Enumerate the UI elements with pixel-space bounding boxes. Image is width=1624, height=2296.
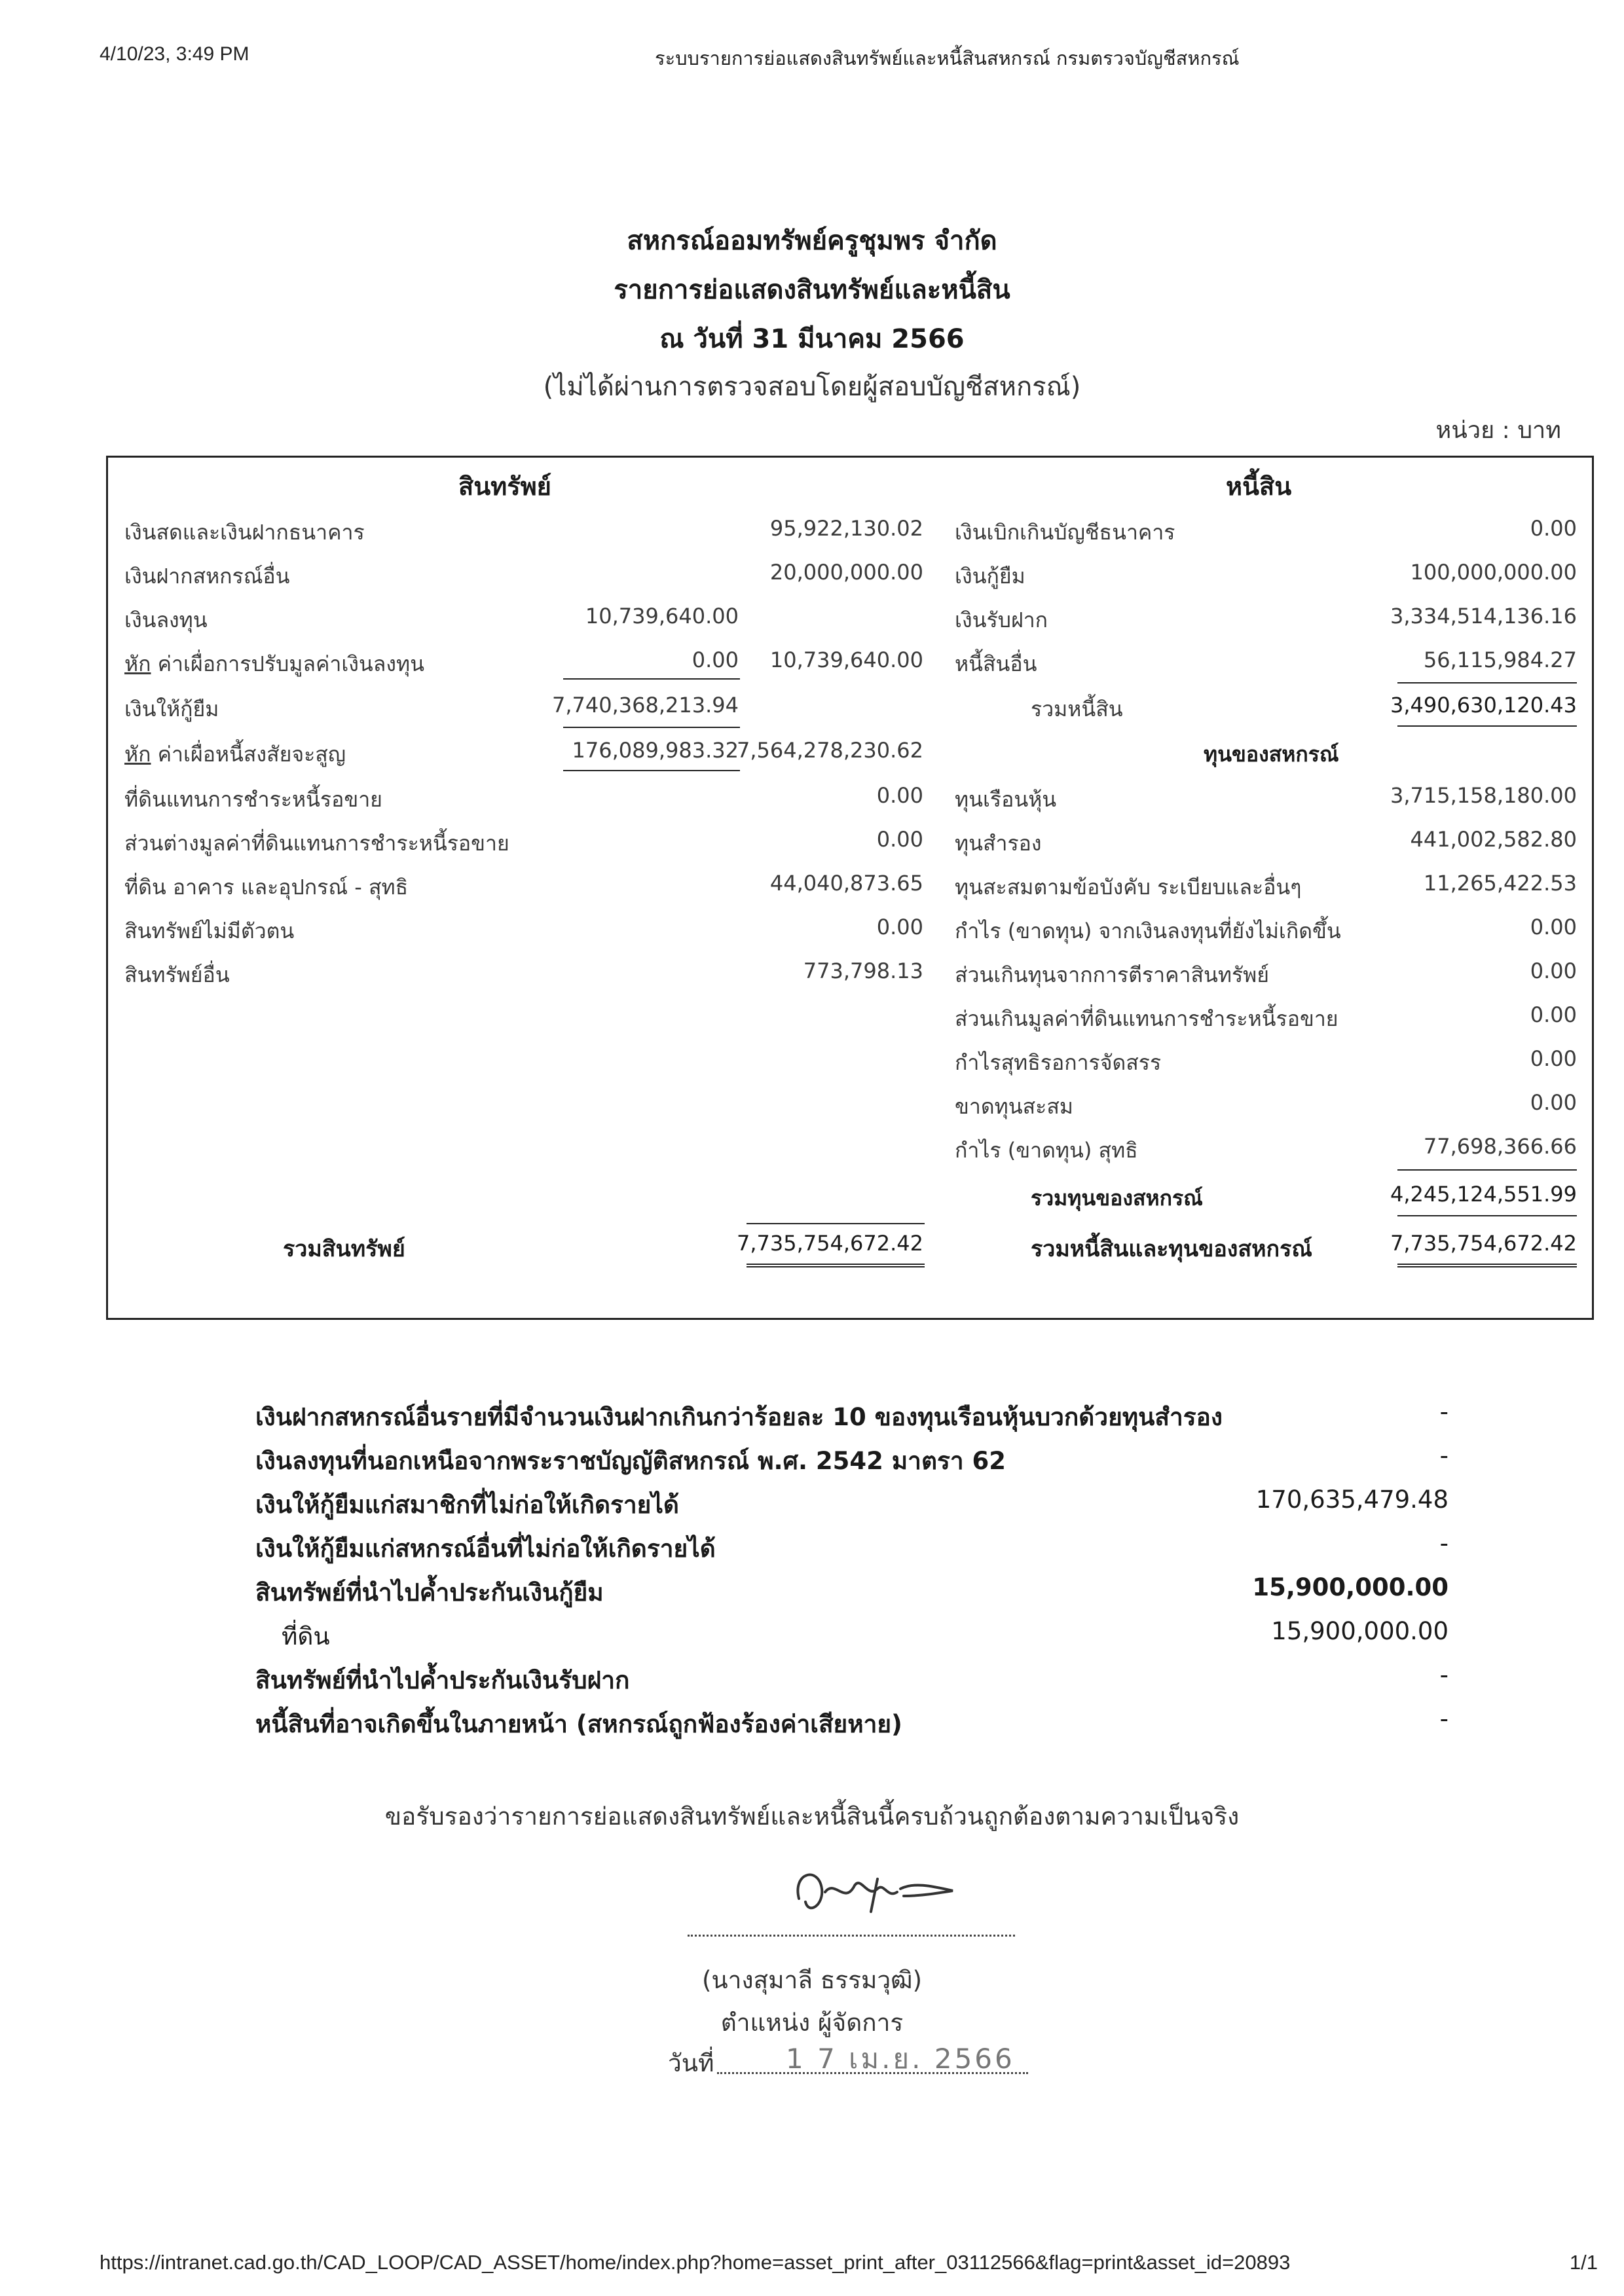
grand-total-double-line bbox=[1397, 1264, 1577, 1267]
liab-deposits-value: 3,334,514,136.16 bbox=[1390, 604, 1577, 629]
eq-total-label: รวมทุนของสหกรณ์ bbox=[1031, 1186, 1203, 1211]
asset-coop-deposits-value: 20,000,000.00 bbox=[769, 560, 923, 585]
asset-inv-allowance-gross: 0.00 bbox=[692, 647, 739, 672]
note-contingent-value: - bbox=[1439, 1705, 1449, 1733]
asset-cash-value: 95,922,130.02 bbox=[769, 516, 923, 541]
asset-foreclosed-diff-value: 0.00 bbox=[876, 827, 923, 852]
eq-net-profit-value: 77,698,366.66 bbox=[1423, 1134, 1577, 1159]
asset-ppe-label: ที่ดิน อาคาร และอุปกรณ์ - สุทธิ bbox=[124, 875, 409, 900]
asset-total-label: รวมสินทรัพย์ bbox=[283, 1236, 405, 1262]
signatory-name: (นางสุมาลี ธรรมวุฒิ) bbox=[701, 1966, 923, 1994]
inv-allowance-text: ค่าเผื่อการปรับมูลค่าเงินลงทุน bbox=[151, 651, 424, 676]
liab-total-label: รวมหนี้สิน bbox=[1031, 697, 1123, 721]
asset-loans-gross: 7,740,368,213.94 bbox=[552, 693, 739, 718]
grand-total-label: รวมหนี้สินและทุนของสหกรณ์ bbox=[1031, 1236, 1312, 1262]
print-timestamp: 4/10/23, 3:49 PM bbox=[100, 43, 249, 65]
note-member-npl-value: 170,635,479.48 bbox=[1255, 1485, 1449, 1514]
audit-note: (ไม่ได้ผ่านการตรวจสอบโดยผู้สอบบัญชีสหกรณ์) bbox=[543, 372, 1081, 402]
note-member-npl-label: เงินให้กู้ยืมแก่สมาชิกที่ไม่ก่อให้เกิดรายได้ bbox=[255, 1491, 679, 1519]
note-land-value: 15,900,000.00 bbox=[1271, 1617, 1449, 1645]
signature-line bbox=[688, 1935, 1015, 1937]
eq-unrealized-label: กำไร (ขาดทุน) จากเงินลงทุนที่ยังไม่เกิดขึ้น bbox=[955, 919, 1341, 943]
certification-statement: ขอรับรองว่ารายการย่อแสดงสินทรัพย์และหนี้สินนี้ครบถ้วนถูกต้องตามความเป็นจริง bbox=[384, 1802, 1240, 1831]
date-stamp: 1 7 เม.ย. 2566 bbox=[786, 2043, 1015, 2075]
liab-overdraft-value: 0.00 bbox=[1530, 516, 1577, 541]
assets-heading: สินทรัพย์ bbox=[458, 472, 551, 501]
date-label: วันที่ bbox=[668, 2049, 714, 2077]
deduct-prefix: หัก bbox=[124, 651, 151, 676]
asset-foreclosed-land-value: 0.00 bbox=[876, 783, 923, 808]
eq-reserve-value: 441,002,582.80 bbox=[1410, 827, 1577, 852]
date-line bbox=[717, 2072, 1028, 2074]
eq-accumulated-loss-value: 0.00 bbox=[1530, 1090, 1577, 1115]
liab-deposits-label: เงินรับฝาก bbox=[955, 608, 1048, 632]
inv-subtotal-line bbox=[563, 678, 740, 680]
note-pledged-deposits-value: - bbox=[1439, 1661, 1449, 1689]
note-pledged-deposits-label: สินทรัพย์ที่นำไปค้ำประกันเงินรับฝาก bbox=[255, 1666, 630, 1694]
loan-gross-line bbox=[563, 727, 740, 728]
note-pledged-loans-value: 15,900,000.00 bbox=[1252, 1573, 1449, 1601]
report-date: ณ วันที่ 31 มีนาคม 2566 bbox=[659, 324, 965, 354]
note-outside-investments-label: เงินลงทุนที่นอกเหนือจากพระราชบัญญัติสหกรณ์ พ.ศ. 2542 มาตรา 62 bbox=[255, 1447, 1006, 1475]
equity-heading: ทุนของสหกรณ์ bbox=[1204, 742, 1339, 767]
note-contingent-label: หนี้สินที่อาจเกิดขึ้นในภายหน้า (สหกรณ์ถูกฟ้องร้องค่าเสียหาย) bbox=[255, 1710, 902, 1738]
eq-revaluation-label: ส่วนเกินทุนจากการตีราคาสินทรัพย์ bbox=[955, 962, 1269, 987]
print-page-count: 1/1 bbox=[1569, 2251, 1598, 2274]
eq-foreclosed-surplus-label: ส่วนเกินมูลค่าที่ดินแทนการชำระหนี้รอขาย bbox=[955, 1006, 1338, 1031]
eq-accumulated-loss-label: ขาดทุนสะสม bbox=[955, 1094, 1073, 1119]
asset-inv-allowance-label bbox=[124, 647, 424, 681]
eq-total-bottom-line bbox=[1397, 1215, 1577, 1216]
note-large-deposits-value: - bbox=[1439, 1398, 1449, 1426]
asset-loan-allowance-gross: 176,089,983.32 bbox=[572, 738, 739, 763]
asset-investments-label: เงินลงทุน bbox=[124, 608, 208, 632]
liabilities-heading: หนี้สิน bbox=[1226, 472, 1292, 501]
eq-subtotal-top-line bbox=[1397, 1169, 1577, 1171]
eq-share-capital-label: ทุนเรือนหุ้น bbox=[955, 787, 1057, 812]
liab-overdraft-label: เงินเบิกเกินบัญชีธนาคาร bbox=[955, 520, 1175, 545]
eq-unappropriated-value: 0.00 bbox=[1530, 1046, 1577, 1071]
unit-label: หน่วย : บาท bbox=[1435, 417, 1561, 444]
eq-share-capital-value: 3,715,158,180.00 bbox=[1390, 783, 1577, 808]
liab-borrowings-label: เงินกู้ยืม bbox=[955, 564, 1025, 589]
liab-other-label: หนี้สินอื่น bbox=[955, 651, 1037, 676]
note-coop-npl-value: - bbox=[1439, 1529, 1449, 1558]
eq-accumulated-funds-label: ทุนสะสมตามข้อบังคับ ระเบียบและอื่นๆ bbox=[955, 875, 1302, 900]
note-outside-investments-value: - bbox=[1439, 1442, 1449, 1470]
eq-accumulated-funds-value: 11,265,422.53 bbox=[1423, 871, 1577, 896]
asset-investments-net: 10,739,640.00 bbox=[769, 647, 923, 672]
asset-intangible-value: 0.00 bbox=[876, 915, 923, 939]
eq-net-profit-label: กำไร (ขาดทุน) สุทธิ bbox=[955, 1138, 1138, 1163]
print-page-title: ระบบรายการย่อแสดงสินทรัพย์และหนี้สินสหกรณ์ กรมตรวจบัญชีสหกรณ์ bbox=[655, 47, 1240, 69]
eq-revaluation-value: 0.00 bbox=[1530, 958, 1577, 983]
liab-total-value: 3,490,630,120.43 bbox=[1390, 693, 1577, 718]
report-title: รายการย่อแสดงสินทรัพย์และหนี้สิน bbox=[614, 275, 1010, 305]
note-coop-npl-label: เงินให้กู้ยืมแก่สหกรณ์อื่นที่ไม่ก่อให้เกิดรายได้ bbox=[255, 1535, 716, 1563]
asset-loan-allowance-label bbox=[124, 738, 346, 771]
asset-loans-label: เงินให้กู้ยืม bbox=[124, 697, 219, 721]
asset-cash-label: เงินสดและเงินฝากธนาคาร bbox=[124, 520, 365, 545]
asset-coop-deposits-label: เงินฝากสหกรณ์อื่น bbox=[124, 564, 290, 589]
asset-total-top-line bbox=[747, 1223, 925, 1224]
eq-unrealized-value: 0.00 bbox=[1530, 915, 1577, 939]
deduct-prefix: หัก bbox=[124, 742, 151, 767]
liab-subtotal-top-line bbox=[1397, 682, 1577, 683]
eq-reserve-label: ทุนสำรอง bbox=[955, 831, 1042, 856]
asset-total-value: 7,735,754,672.42 bbox=[737, 1231, 923, 1256]
signature-image bbox=[773, 1853, 969, 1931]
asset-other-value: 773,798.13 bbox=[803, 958, 923, 983]
loan-subtotal-line bbox=[563, 770, 740, 771]
eq-foreclosed-surplus-value: 0.00 bbox=[1530, 1002, 1577, 1027]
asset-foreclosed-diff-label: ส่วนต่างมูลค่าที่ดินแทนการชำระหนี้รอขาย bbox=[124, 831, 509, 856]
note-pledged-loans-label: สินทรัพย์ที่นำไปค้ำประกันเงินกู้ยืม bbox=[255, 1578, 604, 1607]
asset-intangible-label: สินทรัพย์ไม่มีตัวตน bbox=[124, 919, 295, 943]
loan-allowance-text: ค่าเผื่อหนี้สงสัยจะสูญ bbox=[151, 742, 346, 767]
liab-other-value: 56,115,984.27 bbox=[1423, 647, 1577, 672]
liab-borrowings-value: 100,000,000.00 bbox=[1410, 560, 1577, 585]
eq-total-value: 4,245,124,551.99 bbox=[1390, 1182, 1577, 1207]
asset-foreclosed-land-label: ที่ดินแทนการชำระหนี้รอขาย bbox=[124, 787, 382, 812]
asset-loans-net: 7,564,278,230.62 bbox=[737, 738, 923, 763]
eq-unappropriated-label: กำไรสุทธิรอการจัดสรร bbox=[955, 1050, 1162, 1075]
note-land-label: ที่ดิน bbox=[282, 1622, 330, 1650]
note-large-deposits-label: เงินฝากสหกรณ์อื่นรายที่มีจำนวนเงินฝากเกินกว่าร้อยละ 10 ของทุนเรือนหุ้นบวกด้วยทุนสำรอง bbox=[255, 1403, 1223, 1431]
org-name: สหกรณ์ออมทรัพย์ครูชุมพร จำกัด bbox=[627, 226, 997, 256]
asset-investments-gross: 10,739,640.00 bbox=[585, 604, 739, 629]
grand-total-value: 7,735,754,672.42 bbox=[1390, 1231, 1577, 1256]
signatory-position: ตำแหน่ง ผู้จัดการ bbox=[720, 2009, 904, 2037]
asset-total-double-line bbox=[747, 1264, 925, 1267]
print-url: https://intranet.cad.go.th/CAD_LOOP/CAD_ASSET/home/index.php?home=asset_print_after_03112566&flag=print&asset_id=20893 bbox=[100, 2251, 1291, 2274]
asset-other-label: สินทรัพย์อื่น bbox=[124, 962, 230, 987]
liab-total-bottom-line bbox=[1397, 725, 1577, 727]
asset-ppe-value: 44,040,873.65 bbox=[769, 871, 923, 896]
